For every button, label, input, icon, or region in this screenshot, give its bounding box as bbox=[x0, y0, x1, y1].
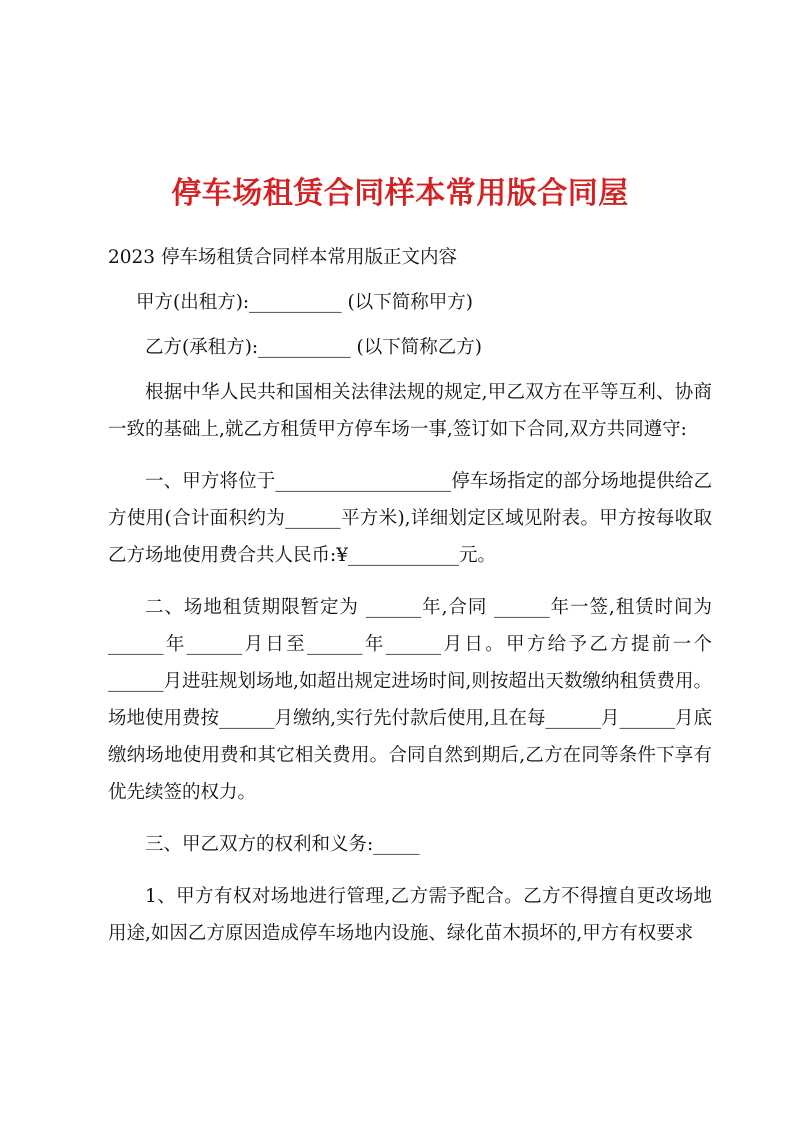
clause-3-1-paragraph: 1、甲方有权对场地进行管理,乙方需予配合。乙方不得擅自更改场地用途,如因乙方原因造成停车场地内设施、绿化苗木损坏的,甲方有权要求 bbox=[108, 886, 712, 944]
document-subtitle: 2023 停车场租赁合同样本常用版正文内容 bbox=[108, 247, 457, 268]
preamble-paragraph: 根据中华人民共和国相关法律法规的规定,甲乙双方在平等互利、协商一致的基础上,就乙方租赁甲方停车场一事,签订如下合同,双方共同遵守: bbox=[108, 382, 712, 440]
document-title: 停车场租赁合同样本常用版合同屋 bbox=[171, 176, 629, 211]
clause-2-paragraph: 二、场地租赁期限暂定为 ______年,合同 ______年一签,租赁时间为______年______月日至______年______月日。甲方给予乙方提前一个______月进驻规划场地,如超出规定进场时间,则按超出天数缴纳租赁费用。场地使用费按______月缴纳,实行先付款后使用,且在每______月______月底缴纳场地使用费和其它相关费用。合同自然到期后,乙方在同等条件下享有优先续签的权力。 bbox=[108, 597, 712, 803]
party-a-line: 甲方(出租方):__________ (以下简称甲方) bbox=[136, 292, 473, 313]
clause-1-paragraph: 一、甲方将位于___________________停车场指定的部分场地提供给乙方使用(合计面积约为______平方米),详细划定区域见附表。甲方按每收取乙方场地使用费合共人民币:¥____________元。 bbox=[108, 471, 712, 566]
party-b-line: 乙方(承租方):__________ (以下简称乙方) bbox=[145, 337, 482, 358]
document-body bbox=[108, 239, 712, 952]
clause-3-heading: 三、甲乙双方的权利和义务:_____ bbox=[145, 834, 420, 855]
